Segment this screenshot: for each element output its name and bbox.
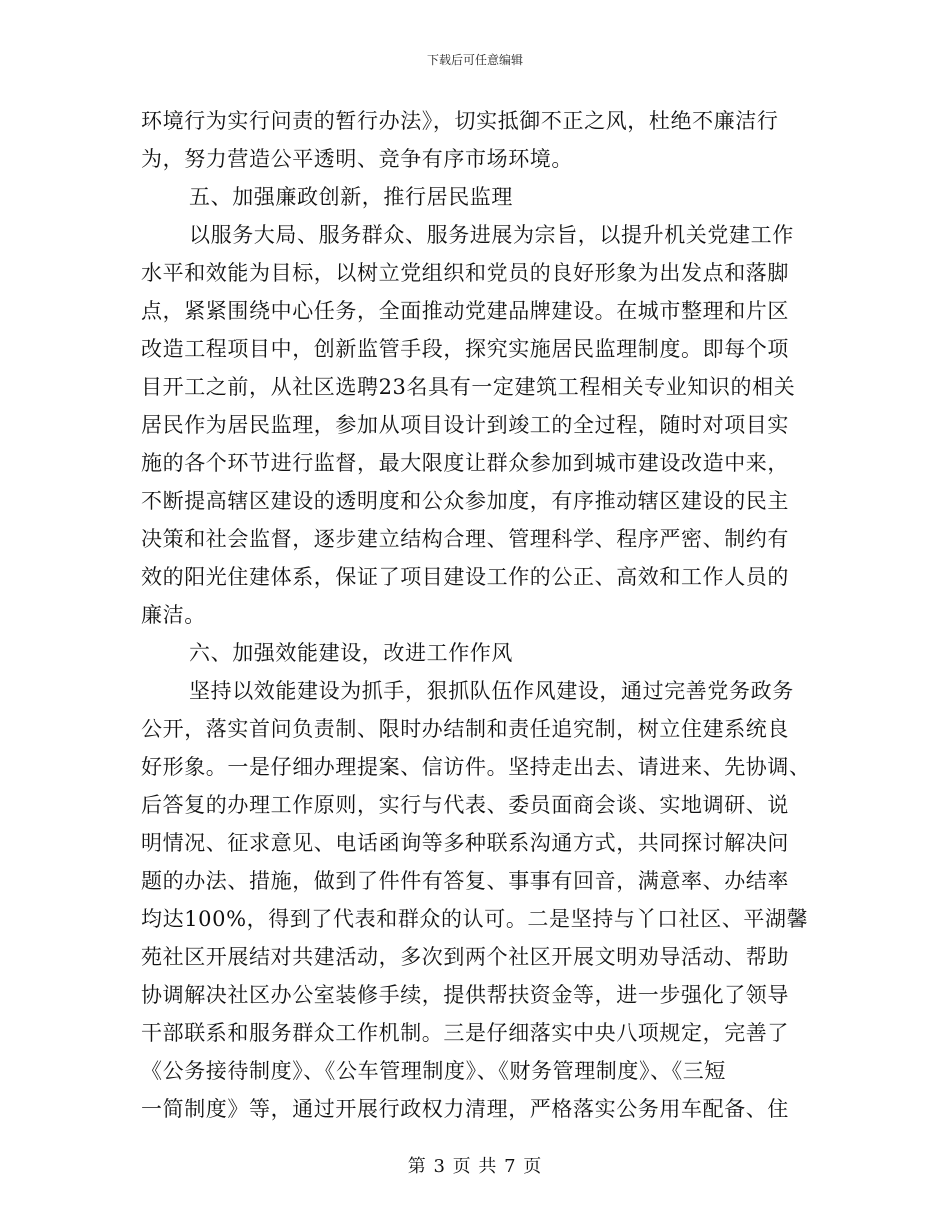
body-line: 明情况、征求意见、电话函询等多种联系沟通方式，共同探讨解决问 — [141, 831, 789, 855]
body-line: 题的办法、措施，做到了件件有答复、事事有回音，满意率、办结率 — [141, 869, 789, 893]
total-label: 共 — [478, 1156, 498, 1177]
body-line: 协调解决社区办公室装修手续，提供帮扶资金等，进一步强化了领导 — [141, 983, 789, 1007]
body-line: 以服务大局、服务群众、服务进展为宗旨，以提升机关党建工作 — [189, 223, 794, 247]
body-line: 好形象。一是仔细办理提案、信访件。坚持走出去、请进来、先协调、 — [141, 755, 811, 779]
body-line: 不断提高辖区建设的透明度和公众参加度，有序推动辖区建设的民主 — [141, 489, 789, 513]
page-number — [0, 1156, 950, 1178]
section-heading-5: 五、加强廉政创新，推行居民监理 — [189, 185, 513, 209]
page-unit: 页 — [452, 1156, 472, 1177]
page-header-note: 下载后可任意编辑 — [426, 53, 523, 67]
current-page-number: 3 — [433, 1156, 446, 1177]
body-line: 一简制度》等，通过开展行政权力清理，严格落实公务用车配备、住 — [141, 1097, 789, 1121]
section-heading-6: 六、加强效能建设，改进工作作风 — [189, 641, 513, 665]
page-label-prefix: 第 — [407, 1156, 427, 1177]
body-line: 水平和效能为目标，以树立党组织和党员的良好形象为出发点和落脚 — [141, 261, 789, 285]
body-line: 为，努力营造公平透明、竞争有序市场环境。 — [141, 147, 573, 171]
body-line: 点，紧紧围绕中心任务，全面推动党建品牌建设。在城市整理和片区 — [141, 299, 789, 323]
total-pages-number: 7 — [504, 1156, 517, 1177]
body-line: 目开工之前，从社区选聘23名具有一定建筑工程相关专业知识的相关 — [141, 375, 796, 399]
body-line: 干部联系和服务群众工作机制。三是仔细落实中央八项规定，完善了 — [141, 1021, 789, 1045]
total-unit: 页 — [523, 1156, 543, 1177]
body-line: 公开，落实首问负责制、限时办结制和责任追究制，树立住建系统良 — [141, 717, 789, 741]
document-body — [141, 106, 811, 1132]
body-line: 苑社区开展结对共建活动，多次到两个社区开展文明劝导活动、帮助 — [141, 945, 789, 969]
body-line: 均达100%，得到了代表和群众的认可。二是坚持与丫口社区、平湖馨 — [141, 907, 809, 931]
body-line: 施的各个环节进行监督，最大限度让群众参加到城市建设改造中来， — [141, 451, 789, 475]
body-line: 改造工程项目中，创新监管手段，探究实施居民监理制度。即每个项 — [141, 337, 789, 361]
body-line: 廉洁。 — [141, 603, 206, 627]
body-line: 坚持以效能建设为抓手，狠抓队伍作风建设，通过完善党务政务 — [189, 679, 794, 703]
body-line: 《公务接待制度》、《公车管理制度》、《财务管理制度》、《三短 — [141, 1059, 726, 1083]
body-line: 效的阳光住建体系，保证了项目建设工作的公正、高效和工作人员的 — [141, 565, 789, 589]
body-line: 后答复的办理工作原则，实行与代表、委员面商会谈、实地调研、说 — [141, 793, 789, 817]
body-line: 环境行为实行问责的暂行办法》，切实抵御不正之风，杜绝不廉洁行 — [141, 109, 779, 133]
body-line: 决策和社会监督，逐步建立结构合理、管理科学、程序严密、制约有 — [141, 527, 789, 551]
body-line: 居民作为居民监理，参加从项目设计到竣工的全过程，随时对项目实 — [141, 413, 789, 437]
